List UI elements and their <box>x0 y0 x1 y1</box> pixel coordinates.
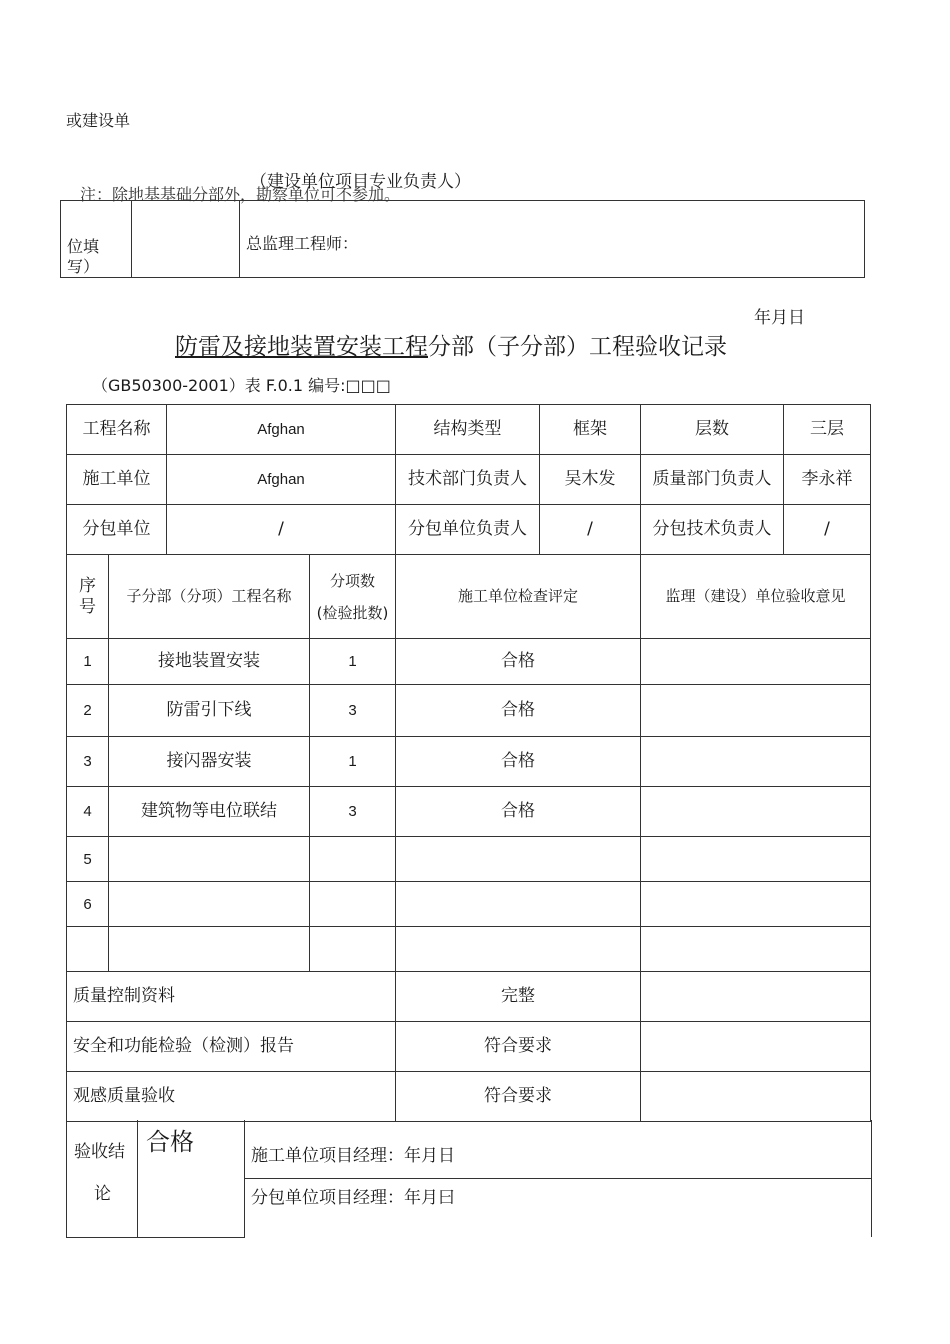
row-no: 1 <box>67 639 109 685</box>
contractor-value: Afghan <box>167 455 396 505</box>
sub-tech-label: 分包技术负责人 <box>641 505 784 555</box>
summary-label: 安全和功能检验（检测）报告 <box>67 1022 396 1072</box>
row-count <box>310 837 396 882</box>
sub-pm-label: 分包单位项目经理：年月曰 <box>251 1188 455 1208</box>
summary-value: 完整 <box>396 972 641 1022</box>
sub-value: / <box>167 505 396 555</box>
row-eval <box>396 927 641 972</box>
row-name: 建筑物等电位联结 <box>109 787 310 837</box>
fragment-mid-cell <box>132 201 240 278</box>
row-name <box>109 927 310 972</box>
header-line-1: 或建设单 <box>66 111 131 130</box>
project-name: Afghan <box>167 405 396 455</box>
tech-head-value: 吴木发 <box>540 455 641 505</box>
row-opinion <box>641 737 871 787</box>
floors-label: 层数 <box>641 405 784 455</box>
col-count-bottom: (检验批数) <box>316 603 389 622</box>
col-name: 子分部（分项）工程名称 <box>109 555 310 639</box>
column-header-row <box>67 555 871 639</box>
summary-row <box>67 972 871 1022</box>
row-opinion <box>641 927 871 972</box>
row-count: 3 <box>310 787 396 837</box>
row-count: 3 <box>310 685 396 737</box>
col-eval: 施工单位检查评定 <box>396 555 641 639</box>
row-count <box>310 882 396 927</box>
row-eval: 合格 <box>396 685 641 737</box>
form-code: （GB50300-2001）表 F.0.1 编号:□□□ <box>92 376 391 395</box>
tech-head-label: 技术部门负责人 <box>396 455 540 505</box>
fragment-left-cell <box>61 201 132 278</box>
conclusion-block <box>66 1120 872 1238</box>
row-opinion <box>641 837 871 882</box>
structure-value: 框架 <box>540 405 641 455</box>
project-name-label: 工程名称 <box>67 405 167 455</box>
top-fragment-table <box>60 200 865 278</box>
conclusion-label-cell <box>66 1120 138 1238</box>
floors-value: 三层 <box>784 405 871 455</box>
summary-label: 质量控制资料 <box>67 972 396 1022</box>
footnote: 注：除地基基础分部外，勘察单位可不参加。 <box>80 185 401 204</box>
sub-label: 分包单位 <box>67 505 167 555</box>
structure-label: 结构类型 <box>396 405 540 455</box>
col-count <box>310 555 396 639</box>
row-eval: 合格 <box>396 639 641 685</box>
summary-label: 观感质量验收 <box>67 1072 396 1122</box>
col-count-top: 分项数 <box>329 571 375 590</box>
row-name <box>109 882 310 927</box>
contractor-label: 施工单位 <box>67 455 167 505</box>
quality-head-value: 李永祥 <box>784 455 871 505</box>
row-no: 3 <box>67 737 109 787</box>
info-row-2 <box>67 455 871 505</box>
row-count <box>310 927 396 972</box>
pm-cell <box>244 1120 872 1179</box>
col-opinion: 监理（建设）单位验收意见 <box>641 555 871 639</box>
row-count: 1 <box>310 639 396 685</box>
table-row <box>67 685 871 737</box>
summary-opinion <box>641 972 871 1022</box>
fragment-sign-cell <box>240 201 865 278</box>
sign-label: （建设单位项目专业负责人） <box>250 172 471 192</box>
row-opinion <box>641 882 871 927</box>
row-opinion <box>641 787 871 837</box>
row-no: 5 <box>67 837 109 882</box>
sub-pm-cell <box>244 1179 872 1237</box>
table-row <box>67 737 871 787</box>
quality-head-label: 质量部门负责人 <box>641 455 784 505</box>
sub-tech-value: / <box>784 505 871 555</box>
table-row <box>67 787 871 837</box>
sub-head-label: 分包单位负责人 <box>396 505 540 555</box>
info-row-3 <box>67 505 871 555</box>
row-no <box>67 927 109 972</box>
conclusion-result-cell <box>137 1120 245 1238</box>
row-eval <box>396 882 641 927</box>
col-no-text: 序号 <box>79 575 96 617</box>
row-eval: 合格 <box>396 787 641 837</box>
table-row <box>67 639 871 685</box>
table-row-empty <box>67 927 871 972</box>
conclusion-label-bottom: 论 <box>94 1184 111 1204</box>
row-name <box>109 837 310 882</box>
row-no: 6 <box>67 882 109 927</box>
info-row-1 <box>67 405 871 455</box>
summary-opinion <box>641 1022 871 1072</box>
supervisor-label: 总监理工程师： <box>246 234 359 253</box>
conclusion-label-top: 验收结 <box>74 1142 125 1162</box>
row-name: 防雷引下线 <box>109 685 310 737</box>
row-count: 1 <box>310 737 396 787</box>
conclusion-result: 合格 <box>146 1128 194 1156</box>
fragment-left-text: 位填 写） <box>67 237 100 276</box>
row-opinion <box>641 685 871 737</box>
col-no <box>67 555 109 639</box>
header-date: 年月日 <box>754 308 805 328</box>
row-no: 2 <box>67 685 109 737</box>
row-name: 接闪器安装 <box>109 737 310 787</box>
summary-row <box>67 1072 871 1122</box>
summary-value: 符合要求 <box>396 1022 641 1072</box>
row-name: 接地装置安装 <box>109 639 310 685</box>
row-eval: 合格 <box>396 737 641 787</box>
row-no: 4 <box>67 787 109 837</box>
title-underlined: 防雷及接地装置安装工程 <box>175 334 428 360</box>
row-opinion <box>641 639 871 685</box>
table-row <box>67 837 871 882</box>
title-rest: 分部（子分部）工程验收记录 <box>428 334 727 360</box>
row-eval <box>396 837 641 882</box>
pm-label: 施工单位项目经理：年月日 <box>251 1146 455 1166</box>
sub-head-value: / <box>540 505 641 555</box>
acceptance-table <box>66 404 871 1122</box>
summary-opinion <box>641 1072 871 1122</box>
summary-value: 符合要求 <box>396 1072 641 1122</box>
summary-row <box>67 1022 871 1072</box>
table-row <box>67 882 871 927</box>
page-title <box>175 328 727 361</box>
